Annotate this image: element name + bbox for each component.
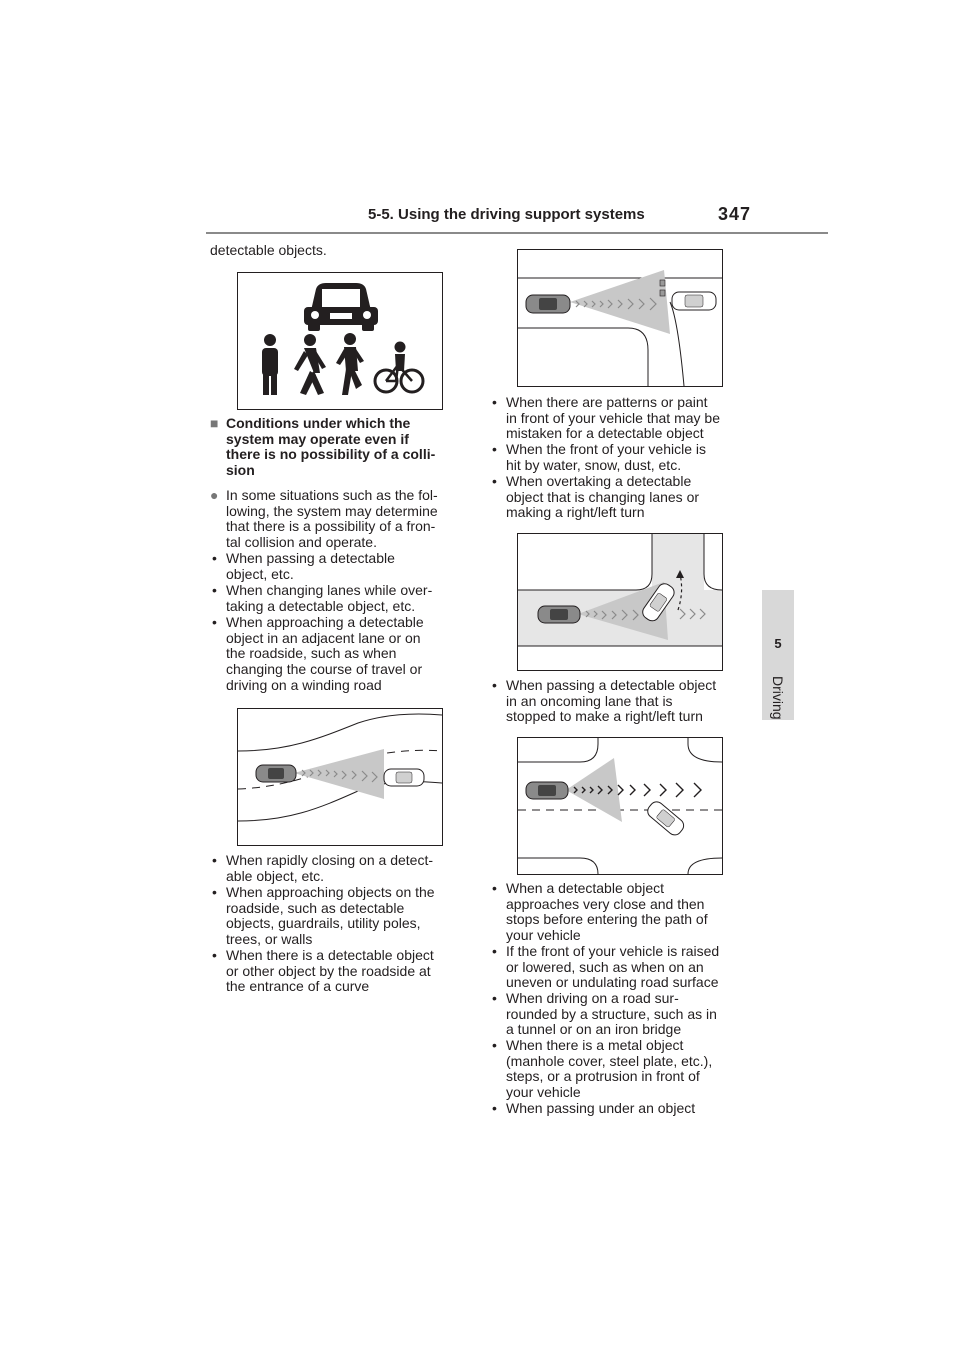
own-vehicle-icon xyxy=(526,295,570,313)
list-item: • When there are patterns or paint in front of your vehicle that may be mistaken for a detectable object xyxy=(492,394,720,442)
winding-road-figure xyxy=(237,708,443,846)
detectable-objects-figure xyxy=(237,272,443,410)
list-item: • When passing under an object xyxy=(492,1100,696,1116)
target-vehicle-icon xyxy=(645,799,687,838)
header-rule xyxy=(206,232,828,234)
list-item: • If the front of your vehicle is raised or lowered, such as when on an uneven or undulating road surface xyxy=(492,943,720,991)
own-vehicle-icon xyxy=(526,782,568,799)
list-item: • When changing lanes while over- taking a detectable object, etc. xyxy=(212,582,433,614)
own-vehicle-icon xyxy=(538,606,580,623)
chapter-tab-number: 5 xyxy=(774,636,782,651)
oncoming-vehicle-figure xyxy=(517,737,723,875)
pedestrian-icon xyxy=(262,334,278,395)
bicyclist-icon xyxy=(375,342,423,393)
walking-pedestrian-icon xyxy=(294,334,326,395)
intro-text: detectable objects. xyxy=(210,242,327,258)
list-item: • When passing a detectable object, etc. xyxy=(212,550,395,582)
chapter-tab-label: Driving xyxy=(770,676,786,720)
target-vehicle-icon xyxy=(672,292,716,310)
target-vehicle-icon xyxy=(384,769,424,786)
list-item: • When approaching a detectable object in an adjacent lane or on the roadside, such as when changing the course of travel or driving on a winding road xyxy=(212,614,424,693)
section-title: 5-5. Using the driving support systems xyxy=(368,206,645,223)
own-vehicle-icon xyxy=(256,765,296,782)
list-item: • When rapidly closing on a detect- able object, etc. xyxy=(212,852,433,884)
circle-note: ● In some situations such as the fol- lowing, the system may determine that there is a possibility of a fron- tal collision and operate. xyxy=(210,487,438,551)
list-item: • When approaching objects on the roadside, such as detectable objects, guardrails, utility poles, trees, or walls xyxy=(212,884,435,948)
circle-bullet-icon: ● xyxy=(210,487,219,503)
page-number: 347 xyxy=(718,204,752,224)
list-item: • When overtaking a detectable object that is changing lanes or making a right/left turn xyxy=(492,473,700,521)
vehicle-icon xyxy=(304,283,378,331)
conditions-heading: ■ Conditions under which the system may operate even if there is no possibility of a colli- sion xyxy=(210,415,436,478)
list-item: • When the front of your vehicle is hit by water, snow, dust, etc. xyxy=(492,441,706,473)
curve-figure xyxy=(517,249,723,387)
running-pedestrian-icon xyxy=(336,333,364,395)
square-bullet-icon: ■ xyxy=(210,415,219,431)
list-item: • When there is a metal object (manhole cover, steel plate, etc.), steps, or a protrusion in front of your vehicle xyxy=(492,1037,713,1101)
list-item: • When a detectable object approaches very close and then stops before entering the path of your vehicle xyxy=(492,880,708,944)
list-item: • When driving on a road sur- rounded by a structure, such as in a tunnel or on an iron bridge xyxy=(492,990,717,1038)
turning-vehicle-figure xyxy=(517,533,723,671)
list-item: • When there is a detectable object or other object by the roadside at the entrance of a curve xyxy=(212,947,434,995)
list-item: • When passing a detectable object in an oncoming lane that is stopped to make a right/left turn xyxy=(492,677,717,725)
